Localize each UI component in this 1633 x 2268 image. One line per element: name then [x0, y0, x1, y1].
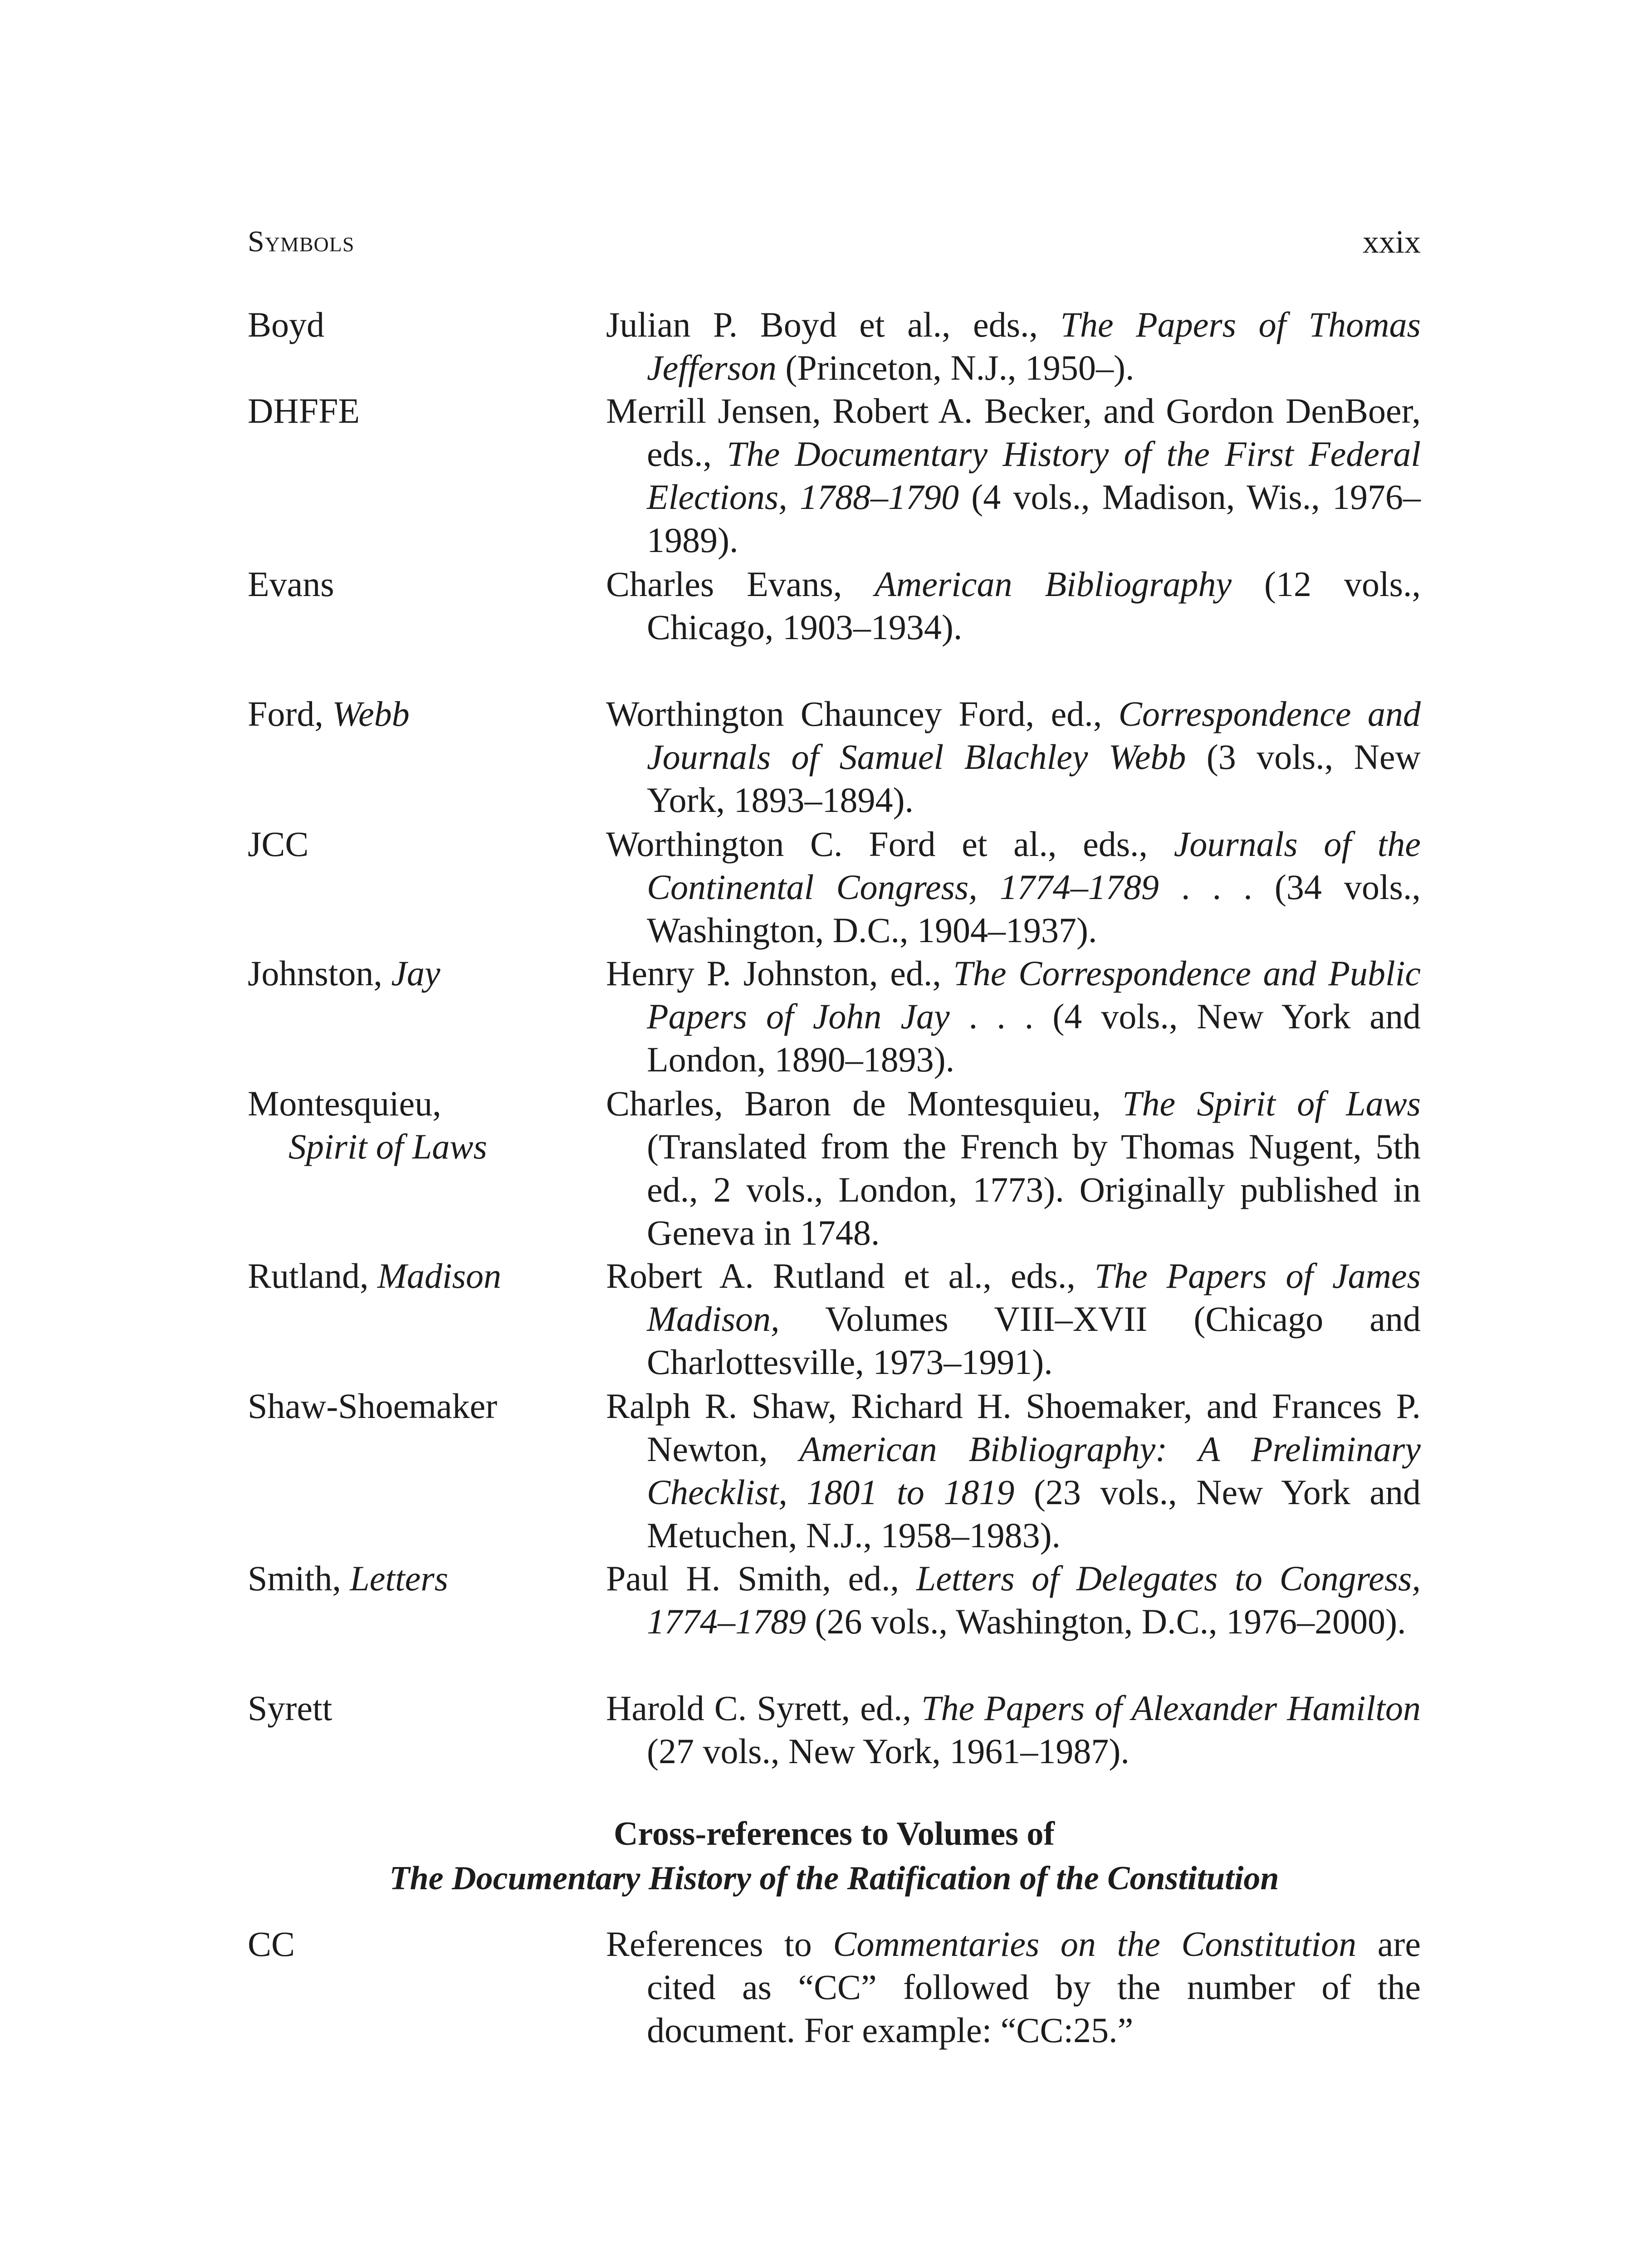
cited-title: Journals of the Continental Congress, 1774–1789 — [647, 824, 1421, 907]
symbol-entry-johnston-jay — [248, 952, 1421, 1081]
symbol-entry-ford-webb — [248, 692, 1421, 821]
page-number: xxix — [1362, 224, 1421, 260]
symbol-entry-jcc — [248, 822, 1421, 952]
symbol-entry-cc — [248, 1922, 1421, 2052]
symbol-description — [606, 1686, 1421, 1773]
citation-text: Henry P. Johnston, ed., — [606, 953, 953, 993]
symbol-description — [606, 1082, 1421, 1254]
symbol-term: Shaw-Shoemaker — [248, 1386, 498, 1426]
citation-text: . . . (4 vols., New York and London, 1890–1893). — [647, 997, 1421, 1079]
cross-references-heading — [248, 1812, 1421, 1901]
citation-text: (26 vols., Washington, D.C., 1976–2000). — [806, 1602, 1406, 1641]
cross-references-title: Cross-references to Volumes of — [613, 1815, 1055, 1853]
symbol-term: JCC — [248, 824, 309, 864]
citation-text: . . . (34 vols., Washington, D.C., 1904–1937). — [647, 867, 1421, 950]
citation-text: Charles, Baron de Montesquieu, — [606, 1084, 1123, 1123]
symbol-term: Johnston, Jay — [248, 953, 440, 993]
citation-text: (3 vols., New York, 1893–1894). — [647, 737, 1421, 820]
citation-text: (27 vols., New York, 1961–1987). — [647, 1731, 1129, 1771]
running-head-section-title: Symbols — [248, 225, 355, 258]
symbol-description — [606, 303, 1421, 389]
symbol-term: Syrett — [248, 1688, 332, 1728]
symbol-description — [606, 1557, 1421, 1643]
symbol-term: DHFFE — [248, 391, 360, 430]
cited-title: The Papers of James Madison, — [647, 1256, 1421, 1339]
cited-title: The Papers of Thomas Jefferson — [647, 305, 1421, 387]
symbol-description — [606, 1922, 1421, 2052]
citation-text: (Princeton, N.J., 1950–). — [776, 348, 1134, 387]
citation-text: Merrill Jensen, Robert A. Becker, and Gordon DenBoer, eds., — [606, 391, 1421, 474]
citation-text: Julian P. Boyd et al., eds., — [606, 305, 1061, 344]
running-head — [248, 221, 1421, 262]
symbol-description — [606, 1254, 1421, 1383]
citation-text: Worthington Chauncey Ford, ed., — [606, 694, 1119, 733]
citation-text: Volumes VIII–XVII (Chicago and Charlottesville, 1973–1991). — [647, 1299, 1421, 1382]
cited-title: American Bibliography — [875, 564, 1232, 604]
cited-title: The Spirit of Laws — [1122, 1084, 1421, 1123]
symbol-entry-boyd — [248, 303, 1421, 389]
cited-title: Commentaries on the Constitution — [833, 1924, 1357, 1964]
cited-title: The Documentary History of the First Federal Elections, 1788–1790 — [647, 434, 1421, 517]
cited-title: The Papers of Alexander Hamilton — [921, 1688, 1421, 1728]
citation-text: Harold C. Syrett, ed., — [606, 1688, 922, 1728]
citation-text: Paul H. Smith, ed., — [606, 1559, 916, 1598]
citation-text: References to — [606, 1924, 833, 1964]
symbol-entry-rutland-madison — [248, 1254, 1421, 1383]
cited-title: Correspondence and Journals of Samuel Blachley Webb — [647, 694, 1421, 777]
citation-text: (23 vols., New York and Metuchen, N.J., 1958–1983). — [647, 1472, 1421, 1555]
citation-text: Charles Evans, — [606, 564, 875, 604]
symbol-entry-smith-letters — [248, 1557, 1421, 1643]
cited-title: Letters of Delegates to Congress, 1774–1789 — [647, 1559, 1421, 1641]
symbol-term: Smith, Letters — [248, 1559, 449, 1598]
citation-text: Ralph R. Shaw, Richard H. Shoemaker, and Frances P. Newton, — [606, 1386, 1421, 1469]
symbol-description — [606, 822, 1421, 952]
symbol-term: Montesquieu, Spirit of Laws — [248, 1084, 487, 1166]
symbol-entry-syrett — [248, 1686, 1421, 1773]
citation-text: Worthington C. Ford et al., eds., — [606, 824, 1174, 864]
symbol-term: CC — [248, 1924, 295, 1964]
cross-references-subtitle: The Documentary History of the Ratification of the Constitution — [389, 1860, 1279, 1897]
citation-text: (Translated from the French by Thomas Nugent, 5th ed., 2 vols., London, 1773). Originally published in Geneva in 1748. — [647, 1127, 1421, 1252]
symbol-term: Evans — [248, 564, 334, 604]
symbol-entry-montesquieu — [248, 1082, 1421, 1254]
symbol-entry-shaw-shoemaker — [248, 1384, 1421, 1557]
symbol-term: Rutland, Madison — [248, 1256, 501, 1295]
symbol-description — [606, 1384, 1421, 1557]
symbol-entry-dhffe — [248, 389, 1421, 562]
citation-text: (12 vols., Chicago, 1903–1934). — [647, 564, 1421, 647]
symbol-term: Boyd — [248, 305, 325, 344]
symbol-term: Ford, Webb — [248, 694, 410, 733]
citation-text: Robert A. Rutland et al., eds., — [606, 1256, 1095, 1295]
citation-text: (4 vols., Madison, Wis., 1976–1989). — [647, 477, 1421, 560]
symbol-description — [606, 562, 1421, 649]
cited-title: American Bibliography: A Preliminary Checklist, 1801 to 1819 — [647, 1429, 1421, 1512]
symbol-description — [606, 952, 1421, 1081]
citation-text: are cited as “CC” followed by the number of the document. For example: “CC:25.” — [647, 1924, 1421, 2050]
symbol-description — [606, 389, 1421, 562]
symbol-entry-evans — [248, 562, 1421, 649]
cited-title: The Correspondence and Public Papers of John Jay — [647, 953, 1421, 1036]
symbol-description — [606, 692, 1421, 821]
